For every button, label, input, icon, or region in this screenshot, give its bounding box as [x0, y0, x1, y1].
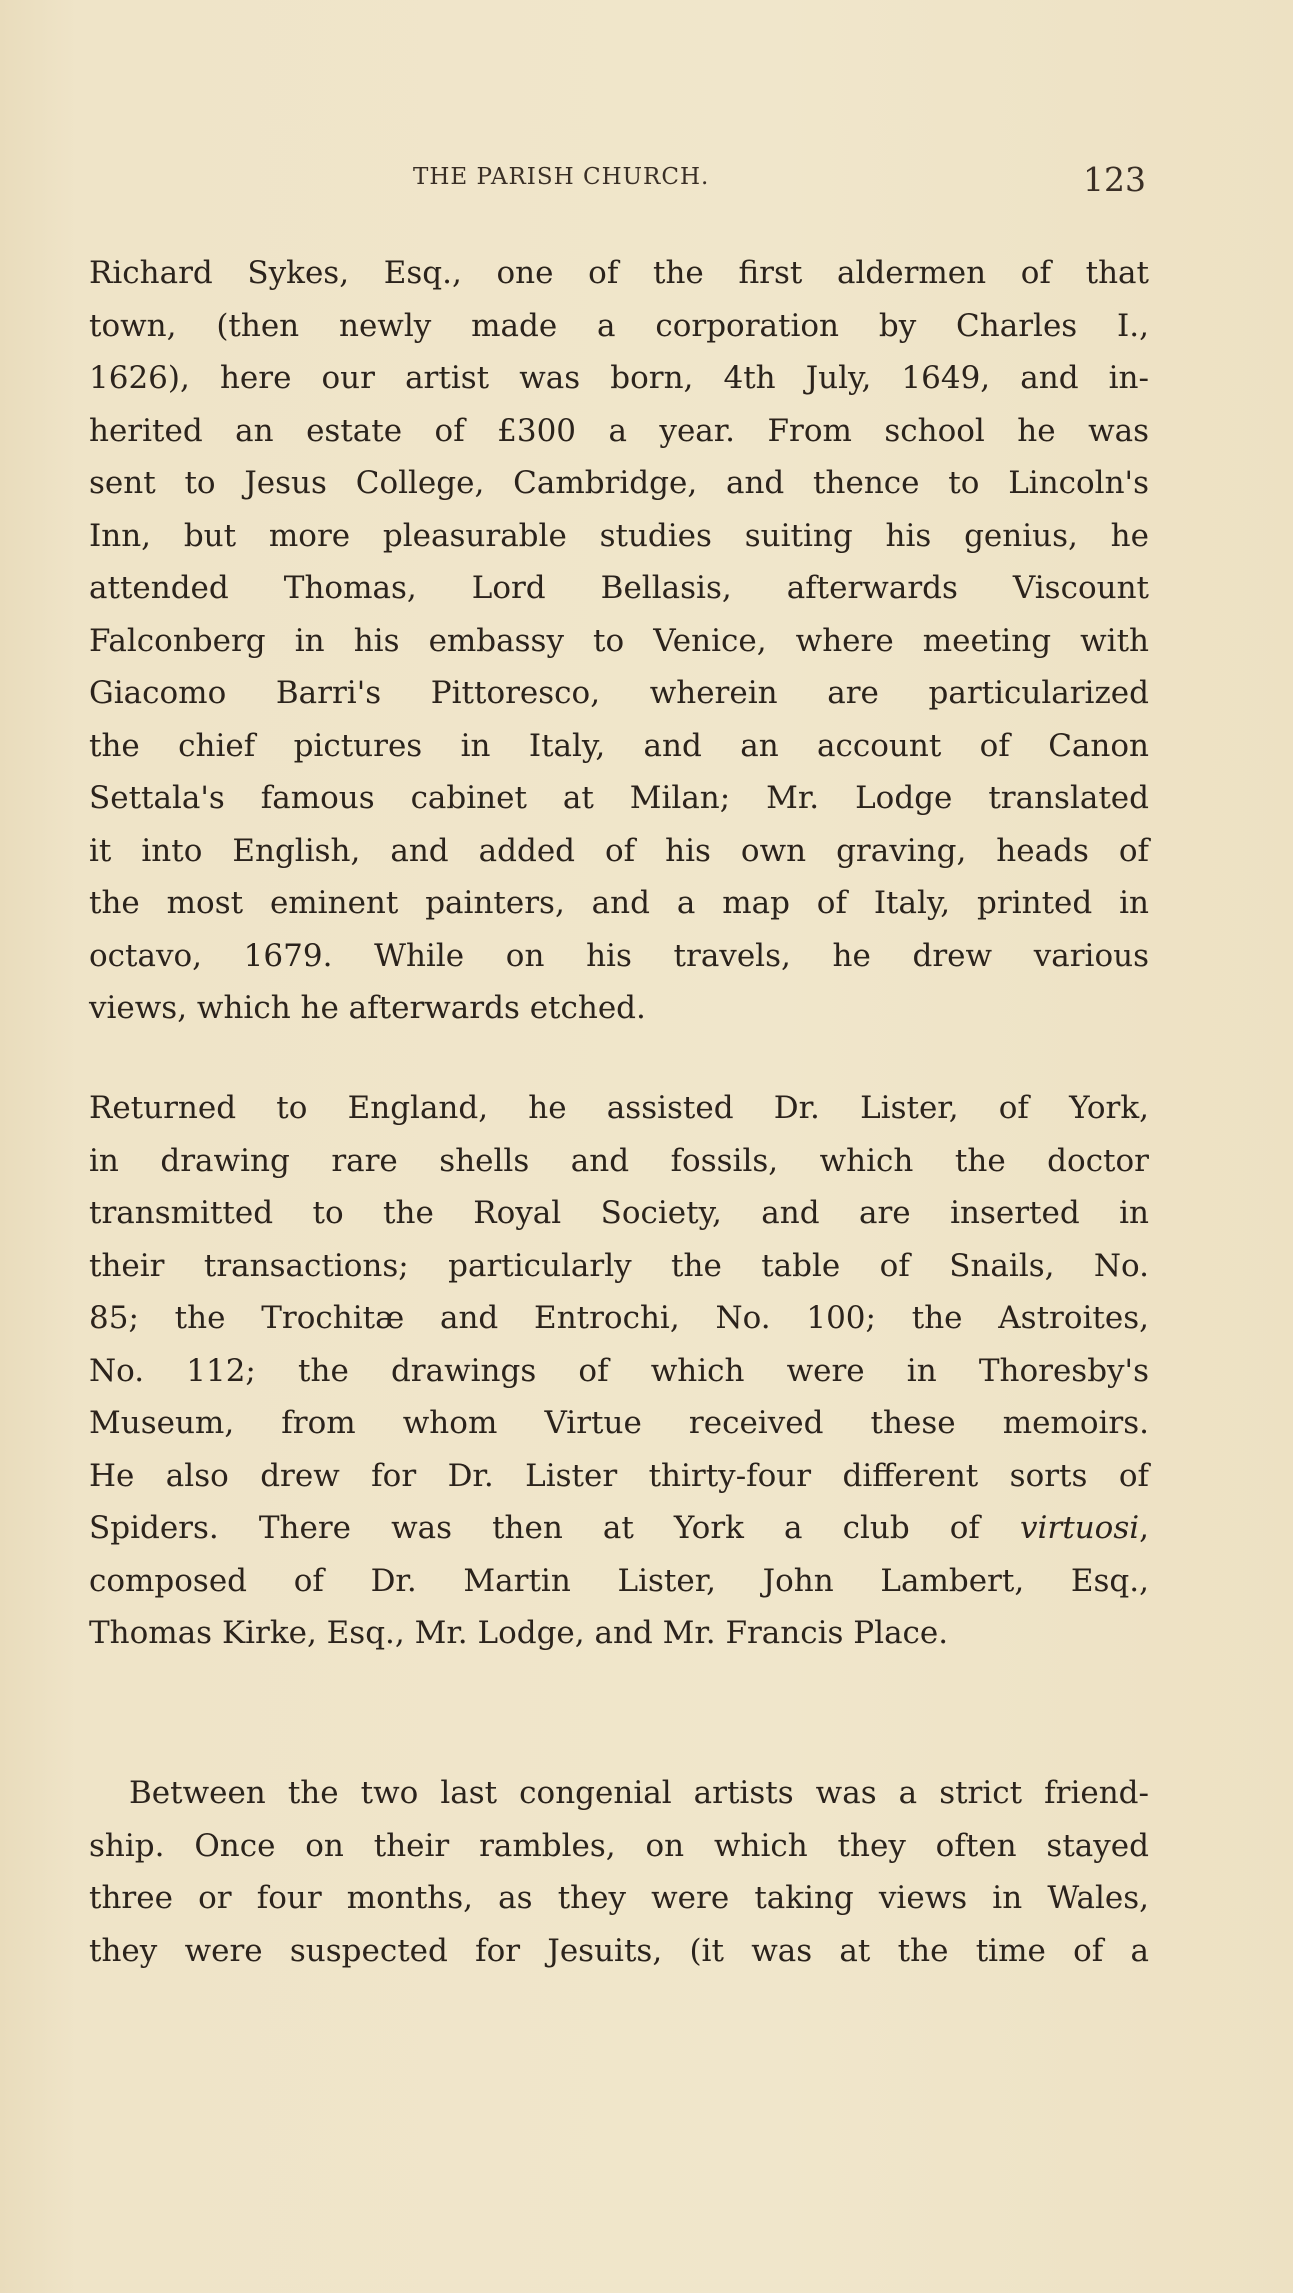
text-line: their transactions; particularly the table of Snails, No.: [89, 1247, 1149, 1284]
text-line: Thomas Kirke, Esq., Mr. Lodge, and Mr. Francis Place.: [89, 1615, 949, 1651]
page-number: 123: [1083, 160, 1146, 199]
text-line: Between the two last congenial artists was a strict friend-: [129, 1775, 1149, 1811]
text-line: Richard Sykes, Esq., one of the first aldermen of that: [89, 255, 1149, 291]
text-line: Museum, from whom Virtue received these memoirs.: [89, 1405, 1149, 1441]
page-header: [88, 160, 1146, 200]
text-line: transmitted to the Royal Society, and are inserted in: [89, 1195, 1149, 1231]
paragraph-3: [89, 1767, 1149, 1977]
paragraph-1: [89, 247, 1149, 1035]
text-line: sent to Jesus College, Cambridge, and thence to Lincoln's: [89, 465, 1149, 501]
text-line: 1626), here our artist was born, 4th July, 1649, and in-: [89, 360, 1149, 396]
text-line: He also drew for Dr. Lister thirty-four different sorts of: [89, 1457, 1149, 1494]
text-line: the chief pictures in Italy, and an account of Canon: [89, 727, 1149, 764]
text-line: in drawing rare shells and fossils, which the doctor: [89, 1142, 1149, 1179]
paragraph-2: [89, 1082, 1149, 1660]
text-line: Returned to England, he assisted Dr. Lister, of York,: [89, 1090, 1149, 1126]
text-line: it into English, and added of his own graving, heads of: [89, 832, 1149, 869]
text-line: attended Thomas, Lord Bellasis, afterwards Viscount: [89, 570, 1149, 606]
running-head: THE PARISH CHURCH.: [413, 164, 710, 190]
text-line: Giacomo Barri's Pittoresco, wherein are particularized: [89, 675, 1149, 711]
text-line: 85; the Trochitæ and Entrochi, No. 100; the Astroites,: [89, 1300, 1149, 1336]
text-line: town, (then newly made a corporation by Charles I.,: [89, 307, 1149, 344]
text-line: Settala's famous cabinet at Milan; Mr. Lodge translated: [89, 780, 1149, 816]
text-line: No. 112; the drawings of which were in Thoresby's: [89, 1352, 1149, 1389]
text-line: Spiders. There was then at York a club of virtuosi,: [89, 1510, 1149, 1546]
text-line: octavo, 1679. While on his travels, he drew various: [89, 937, 1149, 974]
text-line: composed of Dr. Martin Lister, John Lambert, Esq.,: [89, 1562, 1149, 1599]
text-line: the most eminent painters, and a map of Italy, printed in: [89, 885, 1149, 921]
text-line: ship. Once on their rambles, on which they often stayed: [89, 1827, 1149, 1864]
text-line: Falconberg in his embassy to Venice, where meeting with: [89, 622, 1149, 659]
text-line: herited an estate of £300 a year. From school he was: [89, 412, 1149, 449]
text-line: Inn, but more pleasurable studies suiting his genius, he: [89, 517, 1149, 554]
text-line: they were suspected for Jesuits, (it was at the time of a: [89, 1932, 1149, 1969]
text-line: three or four months, as they were taking views in Wales,: [89, 1880, 1149, 1916]
text-line: views, which he afterwards etched.: [89, 990, 646, 1026]
